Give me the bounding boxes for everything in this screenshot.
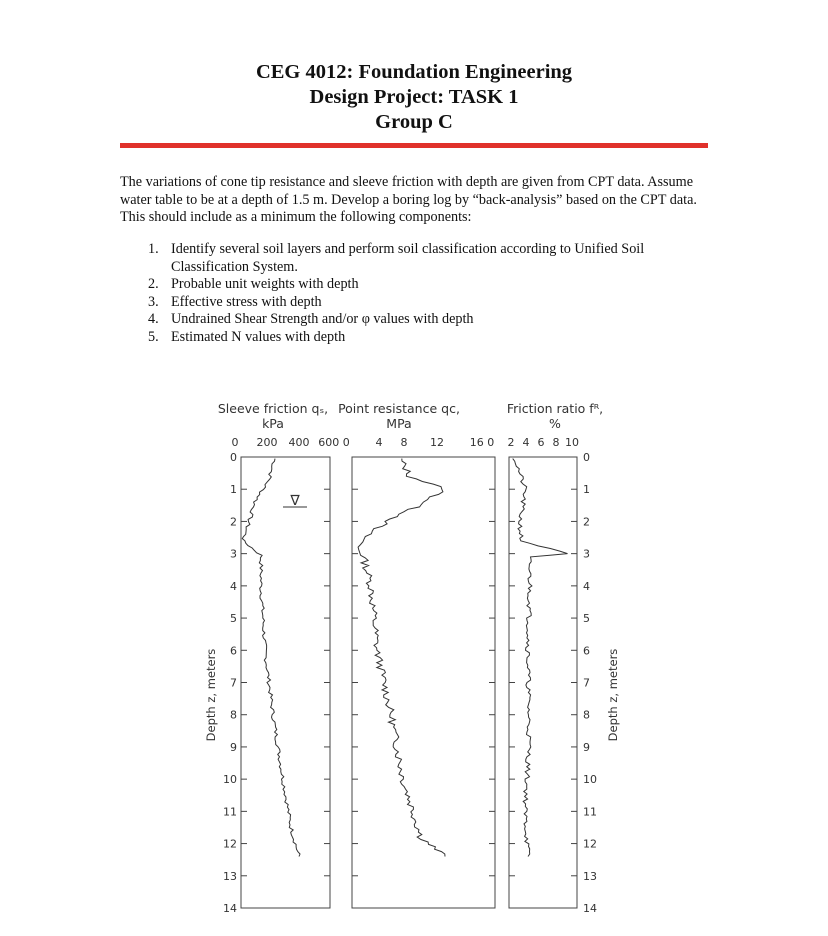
panel3-tick: 10 [565,436,579,449]
panel3-tick: 6 [537,436,545,449]
depth-tick-label: 12 [223,837,237,851]
panel1-tick: 0 [231,436,239,449]
depth-tick-label: 7 [230,676,237,690]
depth-tick-label: 4 [230,579,237,593]
panel1-tick: 600 0 [318,436,350,449]
water-table-icon: ∇ [290,493,300,509]
panel2-tick: 16 0 [469,436,495,449]
sleeve-friction-curve [242,459,300,857]
list-item: 3. Effective stress with depth [148,293,322,310]
depth-tick-label: 1 [583,483,590,497]
depth-tick-label: 7 [583,676,590,690]
title-block [0,60,828,135]
list-item: 5. Estimated N values with depth [148,328,346,345]
depth-tick-label: 6 [583,644,590,658]
panel-frame [241,457,330,908]
panel3-tick: 8 [552,436,560,449]
depth-tick-label: 9 [583,740,590,754]
depth-tick-label: 0 [583,451,590,464]
depth-tick-label: 9 [230,740,237,754]
depth-tick-label: 14 [583,902,597,915]
panel2-title: Point resistance qᴄ, [338,401,460,416]
panel2-unit: MPa [386,416,412,431]
cpt-profile-plot [195,395,635,925]
list-item: 2. Probable unit weights with depth [148,276,359,292]
depth-tick-label: 12 [583,837,597,851]
depth-tick-label: 2 [583,515,590,529]
depth-axis-label-right: Depth z, meters [606,648,620,742]
depth-tick-label: 11 [223,805,237,819]
list-item: 1. Identify several soil layers and perform soil classification according to Unified Soil Classification System. [148,241,645,275]
red-divider [120,143,708,148]
depth-tick-label: 5 [583,612,590,626]
depth-tick-label: 1 [230,483,237,497]
panel3-unit: % [549,416,561,431]
panel3-tick: 2 [507,436,515,449]
panel1-unit: kPa [262,416,284,431]
intro-paragraph: The variations of cone tip resistance and sleeve friction with depth are given from CPT data. Assume water table to be at a depth of 1.5 m. Develop a boring log by “back-analysis” based on the CPT data. This should include as a minimum the following components: [120,174,697,225]
task-list [148,241,708,346]
panel3-tick: 4 [522,436,530,449]
depth-tick-label: 4 [583,579,590,593]
panel1-tick: 200 [256,436,278,449]
project-title: Design Project: TASK 1 [309,86,519,108]
depth-tick-label: 8 [583,708,590,722]
cpt-figure [195,395,635,925]
list-item: 4. Undrained Shear Strength and/or φ values with depth [148,311,474,327]
depth-tick-label: 3 [230,547,237,561]
panel3-title: Friction ratio fᴿ, [506,401,604,416]
depth-tick-label: 11 [583,805,597,819]
depth-tick-label: 13 [223,869,237,883]
friction-ratio-curve [513,459,568,857]
depth-tick-label: 0 [230,451,237,464]
group-title: Group C [375,111,453,133]
depth-tick-label: 2 [230,515,237,529]
course-title: CEG 4012: Foundation Engineering [255,61,573,83]
depth-tick-label: 6 [230,644,237,658]
depth-tick-label: 14 [223,902,237,915]
depth-tick-label: 10 [223,773,237,787]
depth-tick-label: 8 [230,708,237,722]
depth-tick-label: 3 [583,547,590,561]
depth-tick-label: 13 [583,869,597,883]
panel1-title: Sleeve friction qₛ, [217,401,329,416]
depth-tick-label: 5 [230,612,237,626]
point-resistance-curve [358,459,445,857]
depth-tick-label: 10 [583,773,597,787]
depth-axis-label-left: Depth z, meters [204,648,218,742]
panel2-tick: 4 [375,436,383,449]
panel1-tick: 400 [288,436,310,449]
panel2-tick: 12 [430,436,444,449]
panel2-tick: 8 [400,436,408,449]
